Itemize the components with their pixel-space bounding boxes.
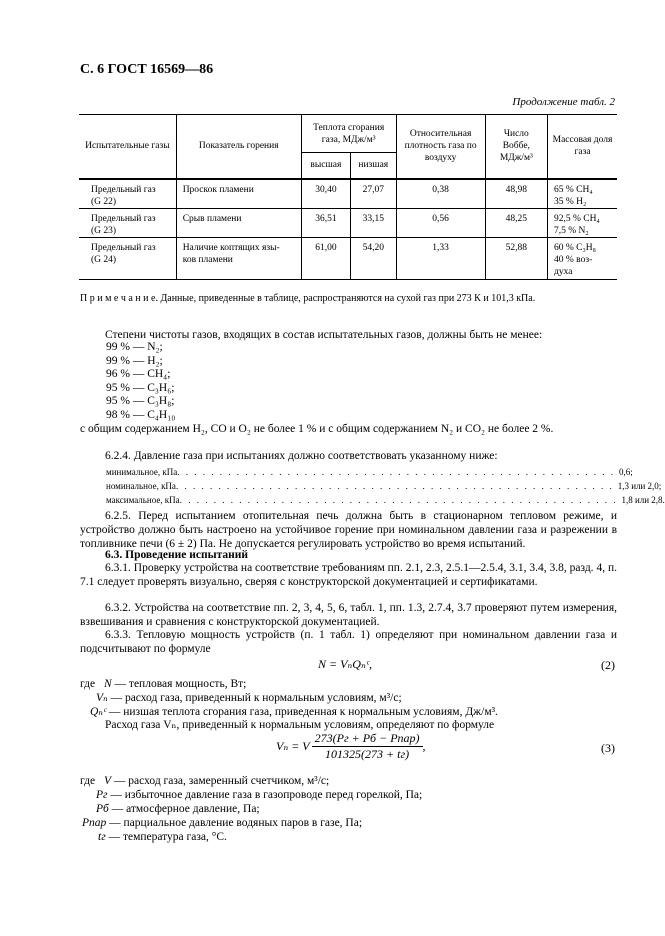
pressure-row [106,481,662,492]
mass-cell [548,209,618,238]
formula-3-left: Vₙ = V [276,739,310,753]
where-item [104,677,246,691]
purity-item: 99 % — H₂; [106,354,163,367]
formula-3 [276,731,426,762]
where-label: где [80,775,96,787]
clause-6-3-1: 6.3.1. Проверку устройства на соответствие требованиям пп. 2.1, 2.3, 2.5.1—2.5.4, 3.1, 3.4, 3.8, разд. 4, п. 7.1 следует проверять визуально, сверяя с конструкторской документацией и сертификатами. [80,562,617,588]
pressure-label: номинальное, кПа [106,481,176,491]
formula-3-tail: , [422,739,426,753]
indicator-cell [176,179,301,209]
col-heat-low-header: низшая [351,153,397,179]
symbol-definition: — низшая теплота сгорания газа, приведенная к нормальным условиям, Дж/м³. [106,706,498,718]
heat-high-cell: 36,51 [301,209,350,238]
pressure-row [106,467,633,478]
wobbe-cell: 48,25 [485,209,547,238]
purity-item: 95 % — C₃H₆; [106,381,175,394]
purity-item: 96 % — CH₄; [106,368,171,380]
table-note: П р и м е ч а н и е. Данные, приведенные в таблице, распространяются на сухой газ при 273 К и 101,3 кПа. [80,293,536,304]
mass-line: 35 % H₂ [554,196,587,207]
where-label: где [80,678,96,690]
where-item [82,816,362,830]
pressure-list [106,467,665,506]
flow-intro: Расход газа Vₙ, приведенный к нормальным условиям, определяют по формуле [105,719,495,731]
where-item [96,788,422,802]
gas-name: Предельный газ [91,243,156,253]
table-row [79,209,617,238]
symbol-definition: — расход газа, приведенный к нормальным условиям, м³/с; [107,692,402,704]
symbol: V [104,775,112,787]
purity-item: 98 % — C₄H₁₀ [106,408,176,421]
purity-list [106,341,306,422]
col-wobbe-header: Число Воббе, МДж/м³ [485,115,547,179]
symbol: Pг [96,789,108,801]
symbol: tг [98,831,106,843]
formula-2: N = VₙQₙᶜ, [318,657,372,671]
mass-cell [548,238,618,280]
symbol: N [104,678,112,690]
col-indicator-header: Показатель горения [176,115,301,179]
pressure-value: 0,6; [619,467,633,477]
purity-tail: с общим содержанием H₂, CO и O₂ не более 1 % и с общим содержанием N₂ и CO₂ не более 2 %. [80,423,554,435]
clause-6-3-3: 6.3.3. Тепловую мощность устройств (п. 1 табл. 1) определяют при номинальном давлении газа и подсчитывают по формуле [80,629,617,655]
section-6-3-title: 6.3. Проведение испытаний [105,549,248,561]
col-density-header: Относительная плотность газа по воздуху [396,115,485,179]
page-header: С. 6 ГОСТ 16569—86 [80,62,214,77]
table-row [79,238,617,280]
where-item [98,830,227,844]
pressure-value: 1,3 или 2,0; [617,481,662,491]
where-item [90,705,498,719]
col-gases-header: Испытательные газы [79,115,176,179]
table-row [79,179,617,209]
mass-line: 40 % воз- [554,255,593,265]
mass-line: 7,5 % N₂ [554,226,589,236]
clause-6-2-5: 6.2.5. Перед испытанием отопительная печь должна быть в стационарном тепловом режиме, и устройство должно быть настроено на устойчивое горение при номинальном давлении газа и разрежении в топливнике печи (6 ± 2) Па. Не допускается регулировать устройство во время испытаний. [80,510,617,550]
indicator-cell [176,209,301,238]
purity-item: 95 % — C₃H₈; [106,395,175,407]
formula-3-fraction [312,731,423,762]
gas-table [79,114,617,280]
indicator-text: ков пламени [182,255,233,265]
pressure-label: максимальное, кПа [106,495,180,505]
heat-high-cell: 30,40 [301,179,350,209]
mass-cell [548,179,618,209]
symbol-definition: — расход газа, замеренный счетчиком, м³/с; [111,775,330,787]
indicator-text: Проскок пламени [182,184,254,195]
where-item [96,691,402,705]
density-cell: 1,33 [396,238,485,280]
pressure-value: 1,8 или 2,8. [621,495,665,505]
symbol-definition: — избыточное давление газа в газопроводе перед горелкой, Па; [107,789,423,801]
heat-low-cell: 54,20 [351,238,397,280]
mass-line: 92,5 % CH₄ [554,214,600,224]
mass-line: 65 % CH₄ [554,184,593,195]
gas-cell [79,179,176,209]
indicator-cell [176,238,301,280]
symbol-definition: — атмосферное давление, Па; [108,803,260,815]
pressure-label: минимальное, кПа [106,467,178,477]
heat-high-cell: 61,00 [301,238,350,280]
col-mass-header: Массовая доля газа [548,115,618,179]
dot-leader: . . . . . . . . . . . . . . . . . . . . . . . . . . . . . . . . . . . . . . . . . . . . . . . . . . . . [179,495,618,505]
gas-name: Предельный газ [91,214,156,224]
mass-line: духа [554,267,573,277]
where-item [104,774,329,788]
purity-item: 99 % — N₂; [106,341,163,353]
wobbe-cell: 52,88 [485,238,547,280]
gas-code: (G 23) [91,226,117,236]
clause-6-3-2: 6.3.2. Устройства на соответствие пп. 2, 3, 4, 5, 6, табл. 1, пп. 1.3, 2.7.4, 3.7 проверяют путем измерения, взвешивания и сравнения с конструкторской документацией. [80,602,617,628]
clause-6-2-4: 6.2.4. Давление газа при испытаниях должно соответствовать указанному ниже: [105,450,498,462]
gas-code: (G 24) [91,255,117,265]
heat-low-cell: 27,07 [351,179,397,209]
mass-line: 60 % C₃H₈ [554,243,596,253]
gas-cell [79,238,176,280]
formula-2-number: (2) [601,658,615,672]
wobbe-cell: 48,98 [485,179,547,209]
gas-code: (G 22) [91,196,117,207]
symbol-definition: — температура газа, °С. [105,831,227,843]
dot-leader: . . . . . . . . . . . . . . . . . . . . . . . . . . . . . . . . . . . . . . . . . . . . . . . . . . . . [177,467,615,477]
indicator-text: Срыв пламени [182,214,242,224]
symbol: Vₙ [96,692,108,704]
where-item [96,802,260,816]
purity-intro: Степени чистоты газов, входящих в состав испытательных газов, должны быть не менее: [105,329,543,341]
indicator-text: Наличие коптящих язы- [182,243,280,253]
col-heat-header: Теплота сгорания газа, МДж/м³ [301,115,396,153]
col-heat-high-header: высшая [301,153,350,179]
gas-name: Предельный газ [91,184,156,195]
formula-3-denominator: 101325(273 + tг) [325,747,410,761]
symbol: Pпар [82,817,107,829]
density-cell: 0,38 [396,179,485,209]
symbol-definition: — парциальное давление водяных паров в газе, Па; [106,817,363,829]
symbol-definition: — тепловая мощность, Вт; [111,678,247,690]
gas-cell [79,209,176,238]
pressure-row [106,495,665,506]
dot-leader: . . . . . . . . . . . . . . . . . . . . . . . . . . . . . . . . . . . . . . . . . . . . . . . . . . . . [175,481,614,491]
symbol: Qₙᶜ [90,706,106,718]
formula-3-number: (3) [601,741,615,755]
table-continuation-label: Продолжение табл. 2 [512,96,615,108]
density-cell: 0,56 [396,209,485,238]
formula-3-numerator: 273(Pг + Pб − Pпар) [312,731,423,747]
symbol: Pб [96,803,109,815]
heat-low-cell: 33,15 [351,209,397,238]
